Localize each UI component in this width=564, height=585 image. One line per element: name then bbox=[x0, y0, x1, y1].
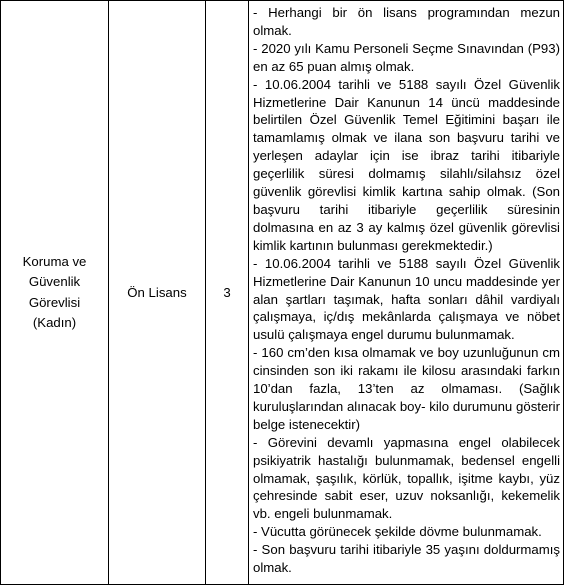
requirement-item: - 2020 yılı Kamu Personeli Seçme Sınavından (P93) en az 65 puan almış olmak. bbox=[253, 40, 560, 74]
requirement-item: - 160 cm’den kısa olmamak ve boy uzunluğunun cm cinsinden son iki rakamı ile kilosu arasındaki farkın 10’dan fazla, 13’ten az olmaması. (Sağlık kuruluşlarından alınacak boy- kilo durumunu gösterir belge istenecektir) bbox=[253, 345, 560, 432]
position-title-line: Güvenlik bbox=[28, 274, 81, 289]
requirement-item: - 10.06.2004 tarihli ve 5188 sayılı Özel Güvenlik Hizmetlerine Dair Kanunun 14 üncü maddesinde belirtilen Özel Güvenlik Temel Eğitimini başarı ile tamamlamış olmak ve ilana son başvuru tarihi ve yerleşen adaylar için ise ibraz tarihi itibariyle geçerlilik süresi dolmamış silahlı/silahsız özel güvenlik görevlisi kimlik kartına sahip olmak. (Son başvuru tarihi itibariyle geçerlilik süresinin dolmasına en az 3 ay kalmış özel güvenlik görevlisi kimlik kartının bulunması gerekmektedir.) bbox=[253, 76, 560, 253]
requirement-item: - 10.06.2004 tarihli ve 5188 sayılı Özel Güvenlik Hizmetlerine Dair Kanunun 10 uncu maddesinde yer alan şartları taşımak, hafta sonları dâhil vardiyalı çalışmaya, iç/dış mekânlarda çalışmaya ve nöbet usulü çalışmaya engel durumu bulunmamak. bbox=[253, 255, 560, 343]
requirement-item: - Son başvuru tarihi itibariyle 35 yaşını doldurmamış olmak. bbox=[253, 542, 560, 576]
education-level: Ön Lisans bbox=[127, 285, 187, 300]
position-cell bbox=[1, 1, 109, 584]
requirements-cell bbox=[249, 1, 563, 584]
quota-count: 3 bbox=[223, 285, 231, 300]
position-title-line: (Kadın) bbox=[32, 315, 77, 330]
requirement-item: - Görevini devamlı yapmasına engel olabilecek psikiyatrik hastalığı bulunmamak, bedensel engelli olmamak, şaşılık, körlük, topallık, işitme kaybı, yüz çehresinde sabit eser, uzuv noksanlığı, kekemelik vb. engeli bulunmamak. bbox=[253, 434, 560, 522]
requirement-item: - Herhangi bir ön lisans programından mezun olmak. bbox=[253, 5, 560, 38]
position-title-line: Koruma ve bbox=[22, 253, 87, 269]
position-title bbox=[23, 252, 87, 334]
education-cell bbox=[109, 1, 206, 584]
quota-cell bbox=[206, 1, 249, 584]
requirement-item: - Vücutta görünecek şekilde dövme bulunmamak. bbox=[253, 524, 542, 540]
position-title-line: Görevlisi bbox=[28, 294, 81, 310]
